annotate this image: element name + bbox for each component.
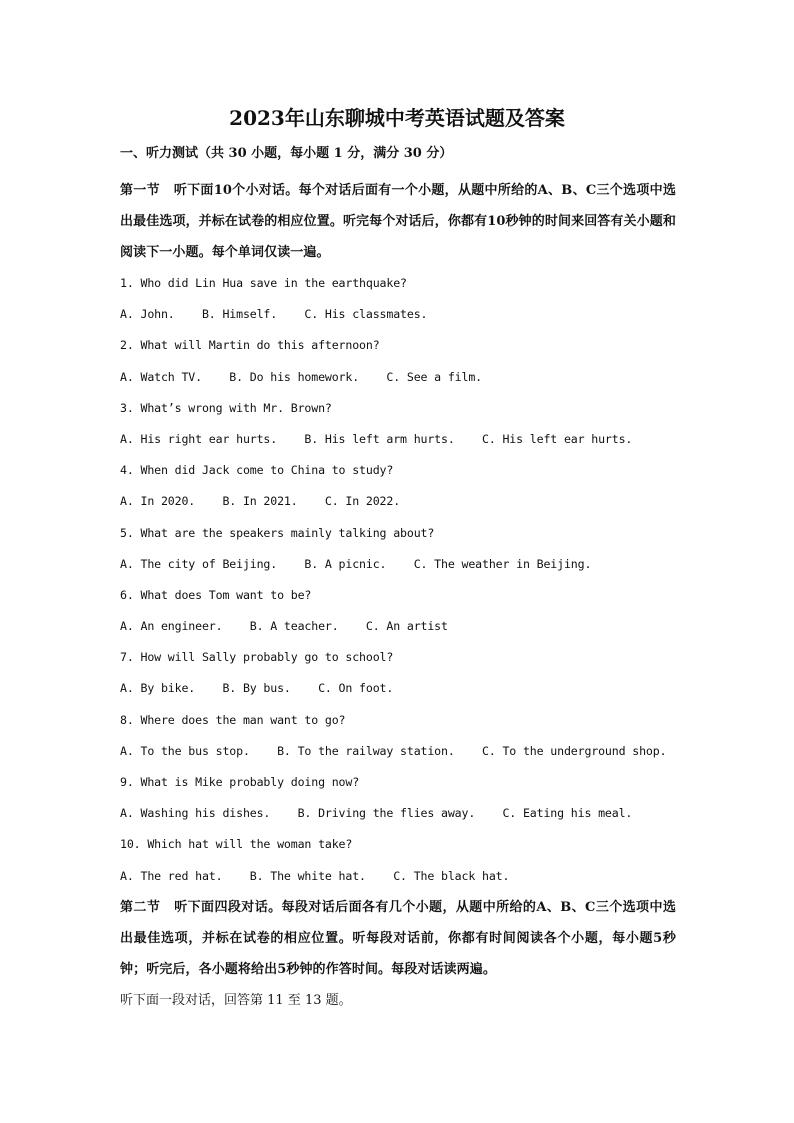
options-10: A. The red hat. B. The white hat. C. The black hat.: [120, 868, 510, 883]
question-5: 5. What are the speakers mainly talking about?: [120, 525, 435, 540]
exam-content: [120, 144, 676, 1016]
question-10: 10. Which hat will the woman take?: [120, 837, 353, 852]
part2-instruction-text: 听下面四段对话。每段对话后面各有几个小题，从题中所给的A、B、C三个选项中选出最佳选项，并标在试卷的相应位置。听每段对话前，你都有时间阅读各个小题，每小题5秒钟；听完后，各小题将给出5秒钟的作答时间。每段对话读两遍。: [120, 899, 676, 977]
dialogue-intro: 听下面一段对话，回答第 11 至 13 题。: [120, 992, 352, 1008]
options-1: A. John. B. Himself. C. His classmates.: [120, 307, 428, 322]
options-9: A. Washing his dishes. B. Driving the flies away. C. Eating his meal.: [120, 806, 633, 821]
question-7: 7. How will Sally probably go to school?: [120, 650, 394, 665]
part2-instruction: [120, 892, 676, 985]
options-8: A. To the bus stop. B. To the railway station. C. To the underground shop.: [120, 743, 667, 758]
options-6: A. An engineer. B. A teacher. C. An artist: [120, 619, 448, 634]
options-4: A. In 2020. B. In 2021. C. In 2022.: [120, 494, 401, 509]
part1-label: 第一节: [120, 183, 160, 198]
question-2: 2. What will Martin do this afternoon?: [120, 338, 380, 353]
question-1: 1. Who did Lin Hua save in the earthquake?: [120, 276, 407, 290]
options-3: A. His right ear hurts. B. His left arm hurts. C. His left ear hurts.: [120, 431, 633, 446]
section-heading: 一、听力测试（共 30 小题，每小题 1 分，满分 30 分）: [120, 146, 453, 161]
options-7: A. By bike. B. By bus. C. On foot.: [120, 681, 394, 696]
question-3: 3. What’s wrong with Mr. Brown?: [120, 400, 332, 415]
part1-instruction: [120, 175, 676, 268]
part2-label: 第二节: [120, 899, 161, 915]
options-5: A. The city of Beijing. B. A picnic. C. The weather in Beijing.: [120, 556, 592, 571]
question-6: 6. What does Tom want to be?: [120, 587, 312, 602]
question-8: 8. Where does the man want to go?: [120, 712, 346, 727]
question-list: [120, 268, 676, 892]
question-9: 9. What is Mike probably doing now?: [120, 775, 360, 789]
options-2: A. Watch TV. B. Do his homework. C. See a film.: [120, 369, 482, 384]
question-4: 4. When did Jack come to China to study?: [120, 463, 394, 478]
page-title: 2023年山东聊城中考英语试题及答案: [229, 106, 565, 130]
part1-instruction-text: 听下面10个小对话。每个对话后面有一个小题，从题中所给的A、B、C三个选项中选出最佳选项，并标在试卷的相应位置。听完每个对话后，你都有10秒钟的时间来回答有关小题和阅读下一小题。每个单词仅读一遍。: [120, 183, 676, 260]
